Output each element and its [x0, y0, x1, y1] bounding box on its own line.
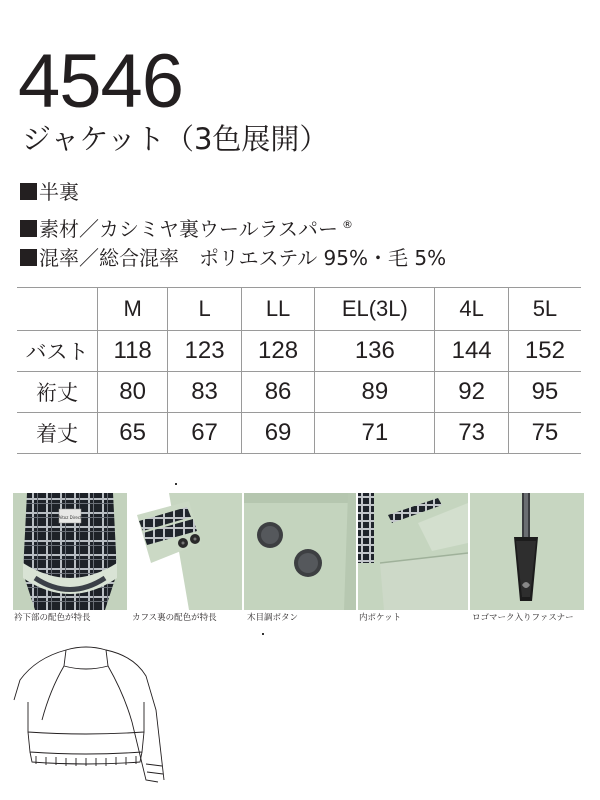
table-row [17, 413, 581, 454]
spec-lining [20, 180, 79, 204]
speck [262, 633, 264, 635]
header-cell: LL [241, 288, 315, 331]
photo-zipper [470, 493, 584, 610]
spec-blend [20, 246, 446, 270]
table-cell: 67 [168, 413, 242, 454]
row-label: 裄丈 [17, 372, 98, 413]
jacket-back-illustration [6, 640, 166, 790]
table-cell: 65 [98, 413, 168, 454]
table-cell: 144 [435, 331, 509, 372]
table-cell: 73 [435, 413, 509, 454]
header-cell: 4L [435, 288, 509, 331]
table-cell: 95 [508, 372, 581, 413]
spec-material [20, 213, 353, 241]
product-code: 4546 [18, 39, 184, 124]
header-cell: L [168, 288, 242, 331]
table-row [17, 331, 581, 372]
photo-caption: 内ポケット [359, 613, 402, 623]
photo-caption: 木目調ボタン [247, 613, 299, 623]
table-cell: 75 [508, 413, 581, 454]
header-cell: M [98, 288, 168, 331]
table-cell: 136 [315, 331, 435, 372]
photo-collar-lining [13, 493, 127, 610]
photo-cuff [129, 493, 242, 610]
brand-label-text: Aitoz Direct [58, 515, 82, 520]
table-cell: 128 [241, 331, 315, 372]
bullet-square-icon [20, 183, 37, 200]
header-cell: 5L [508, 288, 581, 331]
table-cell: 80 [98, 372, 168, 413]
row-label: 着丈 [17, 413, 98, 454]
photo-buttons [244, 493, 356, 610]
size-table-header-row [17, 288, 581, 331]
header-cell: EL(3L) [315, 288, 435, 331]
bullet-square-icon [20, 249, 37, 266]
registered-mark: ® [342, 218, 353, 231]
spec-text: 混率／総合混率 ポリエステル 95%・毛 5% [39, 246, 447, 270]
header-cell [17, 288, 98, 331]
table-cell: 92 [435, 372, 509, 413]
photo-caption: カフス裏の配色が特長 [132, 613, 217, 623]
table-row [17, 372, 581, 413]
table-cell: 123 [168, 331, 242, 372]
spec-text: 半裏 [39, 180, 79, 204]
product-name: ジャケット（3色展開） [22, 122, 329, 156]
photo-caption: ロゴマーク入りファスナー [472, 613, 574, 623]
bullet-square-icon [20, 220, 37, 237]
table-cell: 89 [315, 372, 435, 413]
row-label: バスト [17, 331, 98, 372]
table-cell: 71 [315, 413, 435, 454]
spec-text: 素材／カシミヤ裏ウールラスパー [39, 217, 338, 241]
table-cell: 86 [241, 372, 315, 413]
table-cell: 118 [98, 331, 168, 372]
photo-inner-pocket [358, 493, 468, 610]
table-cell: 69 [241, 413, 315, 454]
photo-caption: 衿下部の配色が特長 [14, 613, 91, 623]
speck [175, 483, 177, 485]
table-cell: 83 [168, 372, 242, 413]
table-cell: 152 [508, 331, 581, 372]
size-table [17, 287, 581, 454]
